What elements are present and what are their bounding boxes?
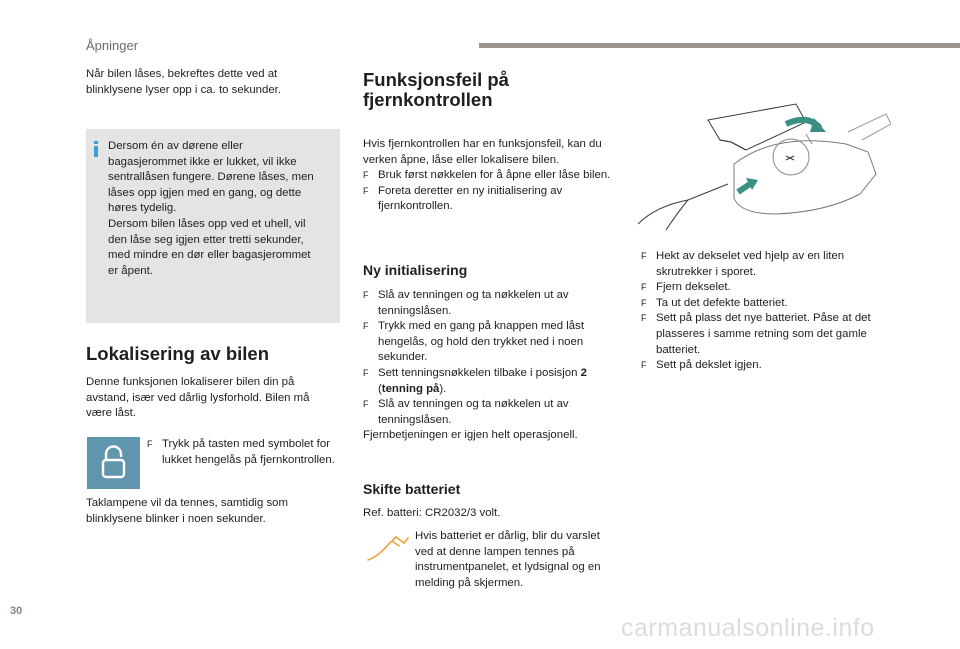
init-steps <box>363 288 618 444</box>
battery-warning-icon <box>366 532 410 564</box>
battery-steps <box>641 249 886 374</box>
list-item-text: Sett tenningsnøkkelen tilbake i posisjon <box>378 366 581 379</box>
bullet-marker: F <box>641 251 647 261</box>
malfunction-heading-line2: fjernkontrollen <box>363 89 493 110</box>
note-line: låses opp igjen med en gang, og dette <box>108 186 302 199</box>
list-item-text: Slå av tenningen og ta nøkkelen ut av tenningslåsen. <box>378 289 569 317</box>
note-line: er åpent. <box>108 264 153 277</box>
closed-padlock-icon <box>87 437 140 489</box>
note-line: Dersom én av dørene eller <box>108 140 243 152</box>
list-item <box>363 288 618 319</box>
list-item <box>363 366 618 397</box>
paren-close: ). <box>439 382 447 395</box>
list-item-text: Slå av tenningen og ta nøkkelen ut av tenningslåsen. <box>378 398 569 426</box>
list-item <box>641 358 886 374</box>
malfunction-heading <box>363 70 509 110</box>
malfunction-heading-line1: Funksjonsfeil på <box>363 69 509 90</box>
list-item <box>363 184 618 215</box>
note-line: sentrallåsen fungere. Dørene låses, men <box>108 171 314 184</box>
ignition-on-label: tenning på <box>381 382 440 395</box>
battery-warning-text: Hvis batteriet er dårlig, blir du varslet ved at denne lampen tennes på instrumentpanelet, et lydsignal og en melding på skjermen. <box>415 530 601 589</box>
note-line: den låse seg igjen etter tretti sekunder, <box>108 233 304 246</box>
list-item <box>363 168 618 184</box>
paren-open: ( <box>378 382 382 395</box>
locate-step <box>147 437 352 468</box>
bullet-marker: F <box>363 185 369 196</box>
bullet-marker: F <box>363 170 369 180</box>
note-line: høres tydelig. <box>108 202 177 215</box>
list-item-text: Bruk først nøkkelen for å åpne eller låse bilen. <box>378 169 611 181</box>
note-line: Dersom bilen låses opp ved et uhell, vil <box>108 217 306 230</box>
locate-step-text: Trykk på tasten med symbolet for lukket hengelås på fjernkontrollen. <box>162 438 335 466</box>
page-number: 30 <box>10 605 23 617</box>
locate-heading: Lokalisering av bilen <box>86 343 270 364</box>
list-item-text: Ta ut det defekte batteriet. <box>656 296 788 309</box>
bullet-marker: F <box>363 399 369 410</box>
list-item <box>363 319 618 366</box>
malfunction-intro: Hvis fjernkontrollen har en funksjonsfeil, kan du verken åpne, låse eller lokalisere bilen. <box>363 138 602 166</box>
bullet-marker: F <box>363 290 369 300</box>
bullet-marker: F <box>363 321 369 332</box>
locate-result: Taklampene vil da tennes, samtidig som blinklysene blinker i noen sekunder. <box>86 497 288 525</box>
list-item-text: Fjern dekselet. <box>656 281 731 294</box>
battery-ref: Ref. batteri: CR2032/3 volt. <box>363 507 501 519</box>
list-item-text: Foreta deretter en ny initialisering av fjernkontrollen. <box>378 184 563 213</box>
intro-text: Når bilen låses, bekreftes dette ved at blinklysene lyser opp i ca. to sekunder. <box>86 68 282 96</box>
init-heading: Ny initialisering <box>363 262 468 278</box>
list-item-text: Sett på plass det nye batteriet. Påse at det plasseres i samme retning som det gamle batteriet. <box>656 312 871 356</box>
section-title: Åpninger <box>86 38 139 53</box>
list-item <box>641 296 886 312</box>
watermark: carmanualsonline.info <box>621 614 875 642</box>
battery-heading: Skifte batteriet <box>363 481 461 497</box>
bullet-marker: F <box>641 282 647 293</box>
note-line: med mindre en dør eller bagasjerommet <box>108 249 311 262</box>
list-item-text: Hekt av dekselet ved hjelp av en liten skrutrekker i sporet. <box>656 250 845 278</box>
bullet-marker: F <box>641 297 647 308</box>
note-line: bagasjerommet ikke er lukket, vil ikke <box>108 155 297 168</box>
key-battery-replacement-illustration <box>636 102 891 242</box>
bullet-marker: F <box>363 367 369 378</box>
list-item <box>641 280 886 296</box>
header-bar <box>479 43 960 48</box>
bullet-marker: F <box>147 439 153 449</box>
malfunction-steps <box>363 168 618 215</box>
list-item <box>641 311 886 358</box>
position-number: 2 <box>580 366 587 379</box>
locate-text: Denne funksjonen lokaliserer bilen din på avstand, især ved dårlig lysforhold. Bilen må være låst. <box>86 376 310 420</box>
list-item <box>363 397 618 428</box>
init-done-text: Fjernbetjeningen er igjen helt operasjonell. <box>363 429 578 442</box>
bullet-marker: F <box>641 360 647 371</box>
bullet-marker: F <box>641 313 647 324</box>
list-item-text: Trykk med en gang på knappen med låst hengelås, og hold den trykket ned i noen sekunder. <box>378 320 584 364</box>
info-icon <box>94 141 98 157</box>
note-text <box>108 139 336 279</box>
list-item <box>641 249 886 280</box>
list-item-text: Sett på dekslet igjen. <box>656 359 762 372</box>
